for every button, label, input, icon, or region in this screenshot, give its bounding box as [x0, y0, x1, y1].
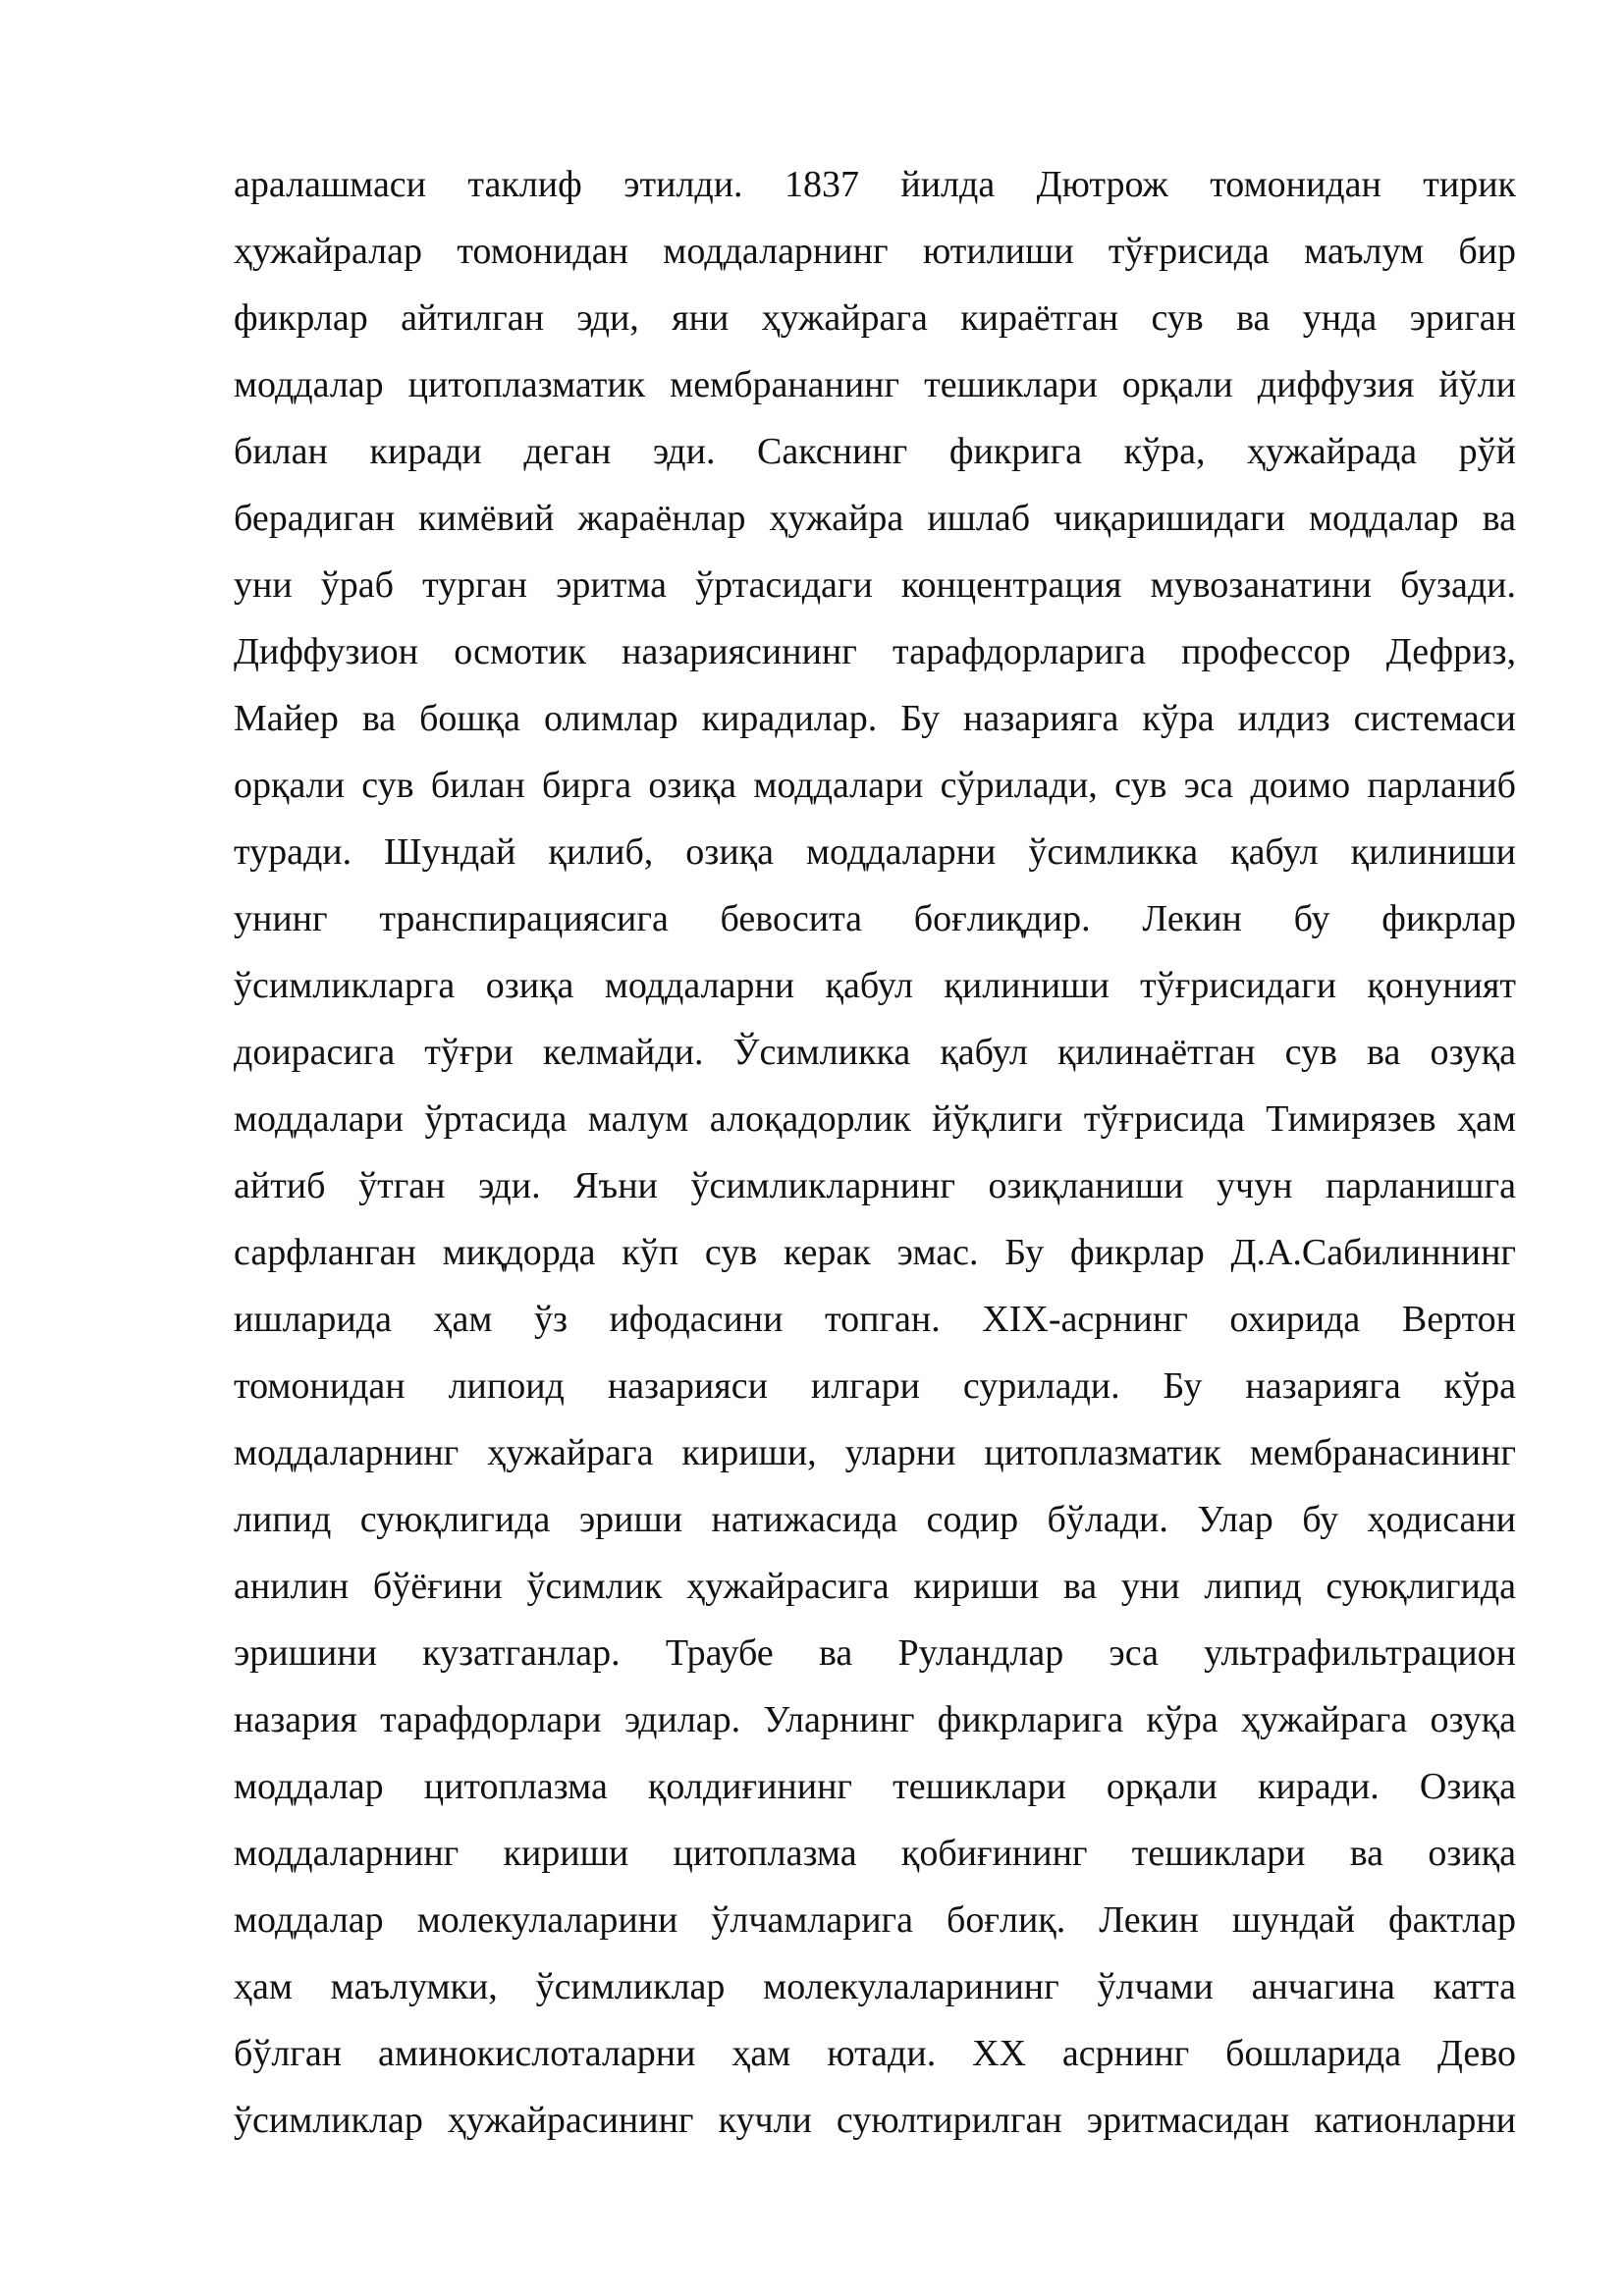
text-line: ҳужайралар томонидан моддаларнинг ютилиши тўғрисида маълум бир — [234, 231, 1516, 272]
text-line: ҳам маълумки, ўсимликлар молекулаларининг ўлчами анчагина катта — [234, 1966, 1516, 2007]
text-line: доирасига тўғри келмайди. Ўсимликка қабул қилинаётган сув ва озуқа — [234, 1032, 1516, 1073]
text-line: назария тарафдорлари эдилар. Уларнинг фикрларига кўра ҳужайрага озуқа — [234, 1699, 1516, 1740]
text-line: ўсимликларга озиқа моддаларни қабул қилиниши тўғрисидаги қонуният — [234, 965, 1516, 1006]
text-line: ўсимликлар ҳужайрасининг кучли суюлтирилган эритмасидан катионларни — [234, 2100, 1516, 2141]
text-line: айтиб ўтган эди. Яъни ўсимликларнинг озиқланиши учун парланишга — [234, 1165, 1516, 1206]
text-line: уни ўраб турган эритма ўртасидаги концентрация мувозанатини бузади. — [234, 564, 1516, 606]
body-text — [234, 151, 1516, 2154]
text-line: моддаларнинг ҳужайрага кириши, уларни цитоплазматик мембранасининг — [234, 1432, 1516, 1473]
text-line: ишларида ҳам ўз ифодасини топган. XIX-асрнинг охирида Вертон — [234, 1299, 1516, 1340]
text-line: моддалар цитоплазма қолдиғининг тешиклари орқали киради. Озиқа — [234, 1766, 1516, 1807]
text-line: аралашмаси таклиф этилди. 1837 йилда Дютрож томонидан тирик — [234, 164, 1516, 205]
text-line: бўлган аминокислоталарни ҳам ютади. XX асрнинг бошларида Дево — [234, 2033, 1516, 2074]
text-line: Диффузион осмотик назариясининг тарафдорларига профессор Дефриз, — [234, 631, 1516, 672]
text-line: орқали сув билан бирга озиқа моддалари сўрилади, сув эса доимо парланиб — [234, 765, 1516, 806]
text-line: фикрлар айтилган эди, яни ҳужайрага кираётган сув ва унда эриган — [234, 297, 1516, 339]
text-line: томонидан липоид назарияси илгари сурилади. Бу назарияга кўра — [234, 1365, 1516, 1407]
text-line: моддалар цитоплазматик мембрананинг тешиклари орқали диффузия йўли — [234, 364, 1516, 405]
text-line: билан киради деган эди. Сакснинг фикрига кўра, ҳужайрада рўй — [234, 431, 1516, 472]
text-line: моддаларнинг кириши цитоплазма қобиғининг тешиклари ва озиқа — [234, 1833, 1516, 1874]
text-line: Майер ва бошқа олимлар кирадилар. Бу назарияга кўра илдиз системаси — [234, 698, 1516, 739]
text-line: моддалари ўртасида малум алоқадорлик йўқлиги тўғрисида Тимирязев ҳам — [234, 1098, 1516, 1140]
text-line: сарфланган миқдорда кўп сув керак эмас. Бу фикрлар Д.А.Сабилиннинг — [234, 1232, 1516, 1273]
text-line: липид суюқлигида эриши натижасида содир бўлади. Улар бу ҳодисани — [234, 1499, 1516, 1540]
text-line: берадиган кимёвий жараёнлар ҳужайра ишлаб чиқаришидаги моддалар ва — [234, 498, 1516, 539]
text-line: анилин бўёғини ўсимлик ҳужайрасига кириши ва уни липид суюқлигида — [234, 1566, 1516, 1607]
text-line: эришини кузатганлар. Траубе ва Руландлар эса ультрафильтрацион — [234, 1632, 1516, 1674]
text-line: туради. Шундай қилиб, озиқа моддаларни ўсимликка қабул қилиниши — [234, 831, 1516, 873]
text-line: моддалар молекулаларини ўлчамларига боғлиқ. Лекин шундай фактлар — [234, 1899, 1516, 1941]
text-line: унинг транспирациясига бевосита боғлиқдир. Лекин бу фикрлар — [234, 898, 1516, 939]
